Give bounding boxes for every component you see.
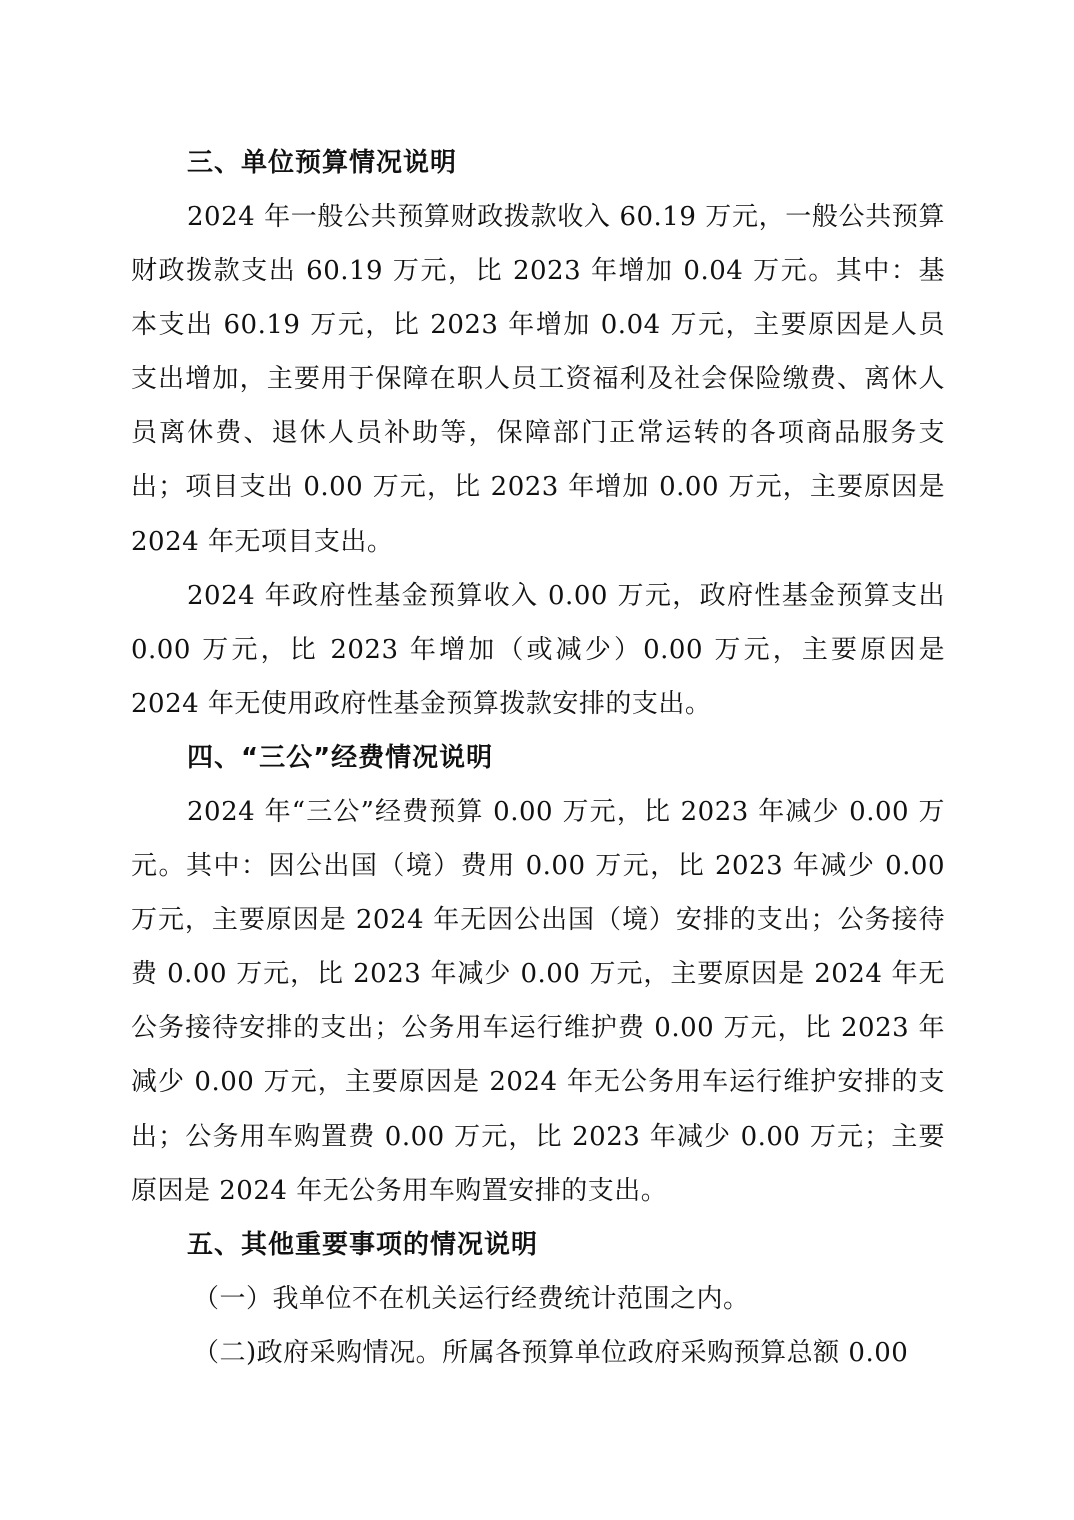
document-page: [131, 136, 945, 1380]
section-4-heading: 四、“三公”经费情况说明: [187, 742, 494, 773]
section-5-heading: 五、其他重要事项的情况说明: [187, 1229, 539, 1260]
section-3-paragraph-1: 2024 年一般公共预算财政拨款收入 60.19 万元，一般公共预算财政拨款支出 60.19 万元，比 2023 年增加 0.04 万元。其中：基本支出 60.19 万元，比 2023 年增加 0.04 万元，主要原因是人员支出增加，主要用于保障在职人员工资福利及社会保险缴费、离休人员离休费、退休人员补助等，保障部门正常运转的各项商品服务支出；项目支出 0.00 万元，比 2023 年增加 0.00 万元，主要原因是 2024 年无项目支出。: [131, 202, 945, 557]
section-5-item-2: （二)政府采购情况。所属各预算单位政府采购预算总额 0.00: [193, 1337, 909, 1368]
section-3-heading: 三、单位预算情况说明: [187, 148, 458, 178]
section-4-paragraph-1: 2024 年“三公”经费预算 0.00 万元，比 2023 年减少 0.00 万元。其中：因公出国（境）费用 0.00 万元，比 2023 年减少 0.00 万元，主要原因是 2024 年无因公出国（境）安排的支出；公务接待费 0.00 万元，比 2023 年减少 0.00 万元，主要原因是 2024 年无公务接待安排的支出；公务用车运行维护费 0.00 万元，比 2023 年减少 0.00 万元，主要原因是 2024 年无公务用车运行维护安排的支出；公务用车购置费 0.00 万元，比 2023 年减少 0.00 万元；主要原因是 2024 年无公务用车购置安排的支出。: [131, 796, 945, 1206]
section-3-paragraph-2: 2024 年政府性基金预算收入 0.00 万元，政府性基金预算支出 0.00 万元，比 2023 年增加（或减少）0.00 万元，主要原因是 2024 年无使用政府性基金预算拨款安排的支出。: [131, 580, 945, 719]
section-5-item-1: （一）我单位不在机关运行经费统计范围之内。: [193, 1283, 750, 1314]
